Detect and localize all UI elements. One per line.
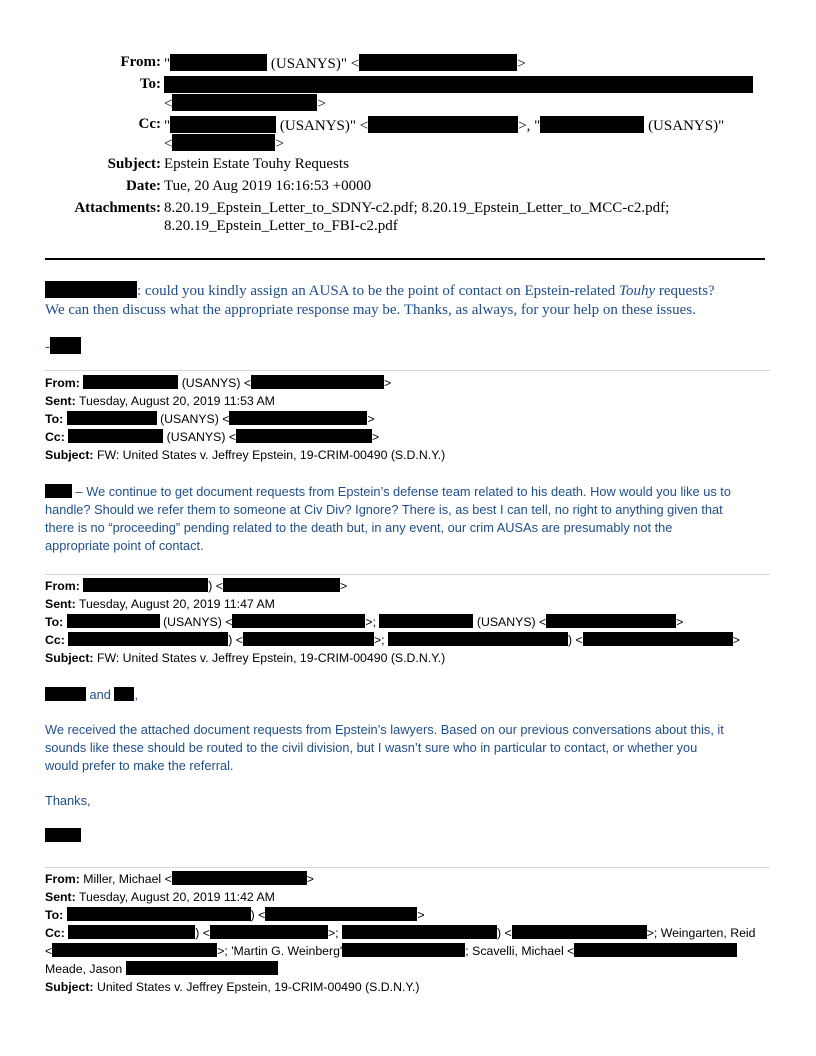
cc-value: Meade, Jason [45, 962, 123, 976]
greeting: and , [45, 686, 775, 704]
redaction [583, 632, 733, 646]
email-separator [45, 867, 770, 868]
attachment-link[interactable]: 8.20.19_Epstein_Letter_to_FBI-c2.pdf [164, 218, 398, 234]
redaction [52, 943, 217, 957]
to-label: To: [45, 412, 64, 426]
redaction [388, 632, 568, 646]
redaction [172, 94, 317, 111]
redaction [210, 925, 328, 939]
redaction [232, 614, 365, 628]
to-value [164, 76, 753, 95]
body-line: appropriate point of contact. [45, 538, 204, 553]
subject-label: Subject: [45, 448, 94, 462]
redaction [45, 828, 81, 842]
subject-value: FW: United States v. Jeffrey Epstein, 19-CRIM-00490 (S.D.N.Y.) [96, 448, 446, 462]
redaction [172, 871, 307, 885]
subject-value: Epstein Estate Touhy Requests [164, 156, 349, 172]
body-line: – We continue to get document requests from Epstein’s defense team related to his death. How would you like us to [45, 483, 775, 501]
redaction [236, 429, 372, 443]
cc-label: Cc: [45, 633, 65, 647]
sent-value: Tuesday, August 20, 2019 11:47 AM [78, 597, 275, 611]
cc-label: Cc: [45, 926, 65, 940]
cc-value-cont: < > [164, 136, 284, 152]
body-line: there is no “proceeding” pending related to the death but, in any event, our crim AUSAs are presumably not the [45, 520, 673, 535]
redaction [512, 925, 647, 939]
redaction [342, 925, 497, 939]
redaction [67, 411, 157, 425]
redaction [251, 375, 384, 389]
closing: Thanks, [45, 793, 91, 808]
subject-label: Subject: [45, 980, 94, 994]
document-page: From: " (USANYS)" < > To: < > Cc: " (USANYS)" < >, " (USANYS)" < > Subject: Epstein Estate Touhy Requests Date: Tue, 20 Aug 2019 16:16:53 +0000 Attachments: 8.20.19_Epstein_Letter_to_SDNY-c2.pdf; 8.20.19_Epstein_Letter_to_MCC-c2.pdf; 8.20.19_Epstein_Letter_to_FBI-c2.pdf : could you kindly assign an AUSA to be the point of contact on Epstein-related Touhy requests? We can then discuss what the appropriate response may be. Thanks, as always, for your help on these issues. - From: (USANYS) < > Sent: Tuesday, August 20, 2019 11:53 AM To: (USANYS) < > Cc: (USANYS) < > Subject: FW: United States v. Jeffrey Epstein, 19-CRIM-00490 (S.D.N.Y.) – We continue to get document requests from Epstein’s defense team related to his death. How would you like us to handle? Should we refer them to someone at Civ Div? Ignore? There is, as best I can tell, no right to anything given that there is no “proceeding” pending related to the death but, in any event, our crim AUSAs are presumably not the appropriate point of contact. From: ) < > Sent: Tuesday, August 20, 2019 11:47 AM To: (USANYS) < >; (USANYS) < > Cc: ) < >; ) < > Subject: FW: United States v. Jeffrey Epstein, 19-CRIM-00490 (S.D.N.Y.) and , We received the attached document requests from Epstein’s lawyers. Based on our previous conversations about this, it sounds like these should be routed to the civil division, but I wasn’t sure who in particular to contact, or whether you would prefer to make the referral. Thanks, From: Miller, Michael < > Sent: Tuesday, August 20, 2019 11:42 AM To: ) < > Cc: ) < >; ) < >; Weingarten, Reid < >; 'Martin G. Weinberg' ; Scavelli, Michael < Meade, Jason Subject: United States v. Jeffrey Epstein, 19-CRIM-00490 (S.D.N.Y.) [0, 0, 816, 1056]
subject-value: United States v. Jeffrey Epstein, 19-CRIM-00490 (S.D.N.Y.) [96, 980, 420, 994]
signature [45, 827, 775, 845]
redaction [359, 54, 517, 71]
signature: - [45, 337, 775, 357]
email-body [45, 483, 775, 555]
from-label: From: [45, 376, 80, 390]
cc-label: Cc: [45, 430, 65, 444]
attachment-link[interactable]: 8.20.19_Epstein_Letter_to_SDNY-c2.pdf; 8.20.19_Epstein_Letter_to_MCC-c2.pdf; [164, 200, 670, 216]
redaction [223, 578, 340, 592]
redaction [172, 134, 275, 151]
to-label: To: [45, 615, 64, 629]
redaction [546, 614, 676, 628]
redaction [342, 943, 465, 957]
redaction [265, 907, 417, 921]
redaction [68, 632, 228, 646]
redaction [114, 687, 134, 701]
cc-label: Cc: [138, 116, 161, 132]
subject-label: Subject: [45, 651, 94, 665]
redaction [83, 375, 178, 389]
redaction [379, 614, 473, 628]
sent-label: Sent: [45, 394, 76, 408]
redaction [67, 907, 251, 921]
cc-value: " (USANYS)" < >, " (USANYS)" [164, 118, 725, 134]
redaction [83, 578, 208, 592]
top-message-line: We can then discuss what the appropriate response may be. Thanks, as always, for your help on these issues. [45, 302, 696, 318]
sent-value: Tuesday, August 20, 2019 11:42 AM [78, 890, 275, 904]
sent-label: Sent: [45, 890, 76, 904]
redaction [164, 76, 753, 93]
body-line: handle? Should we refer them to someone at Civ Div? Ignore? There is, as best I can tell, no right to anything given that [45, 502, 723, 517]
redaction [50, 337, 81, 354]
redaction [67, 614, 160, 628]
redaction [170, 54, 267, 71]
body-line: We received the attached document requests from Epstein’s lawyers. Based on our previous conversations about this, it [45, 722, 724, 737]
to-label: To: [139, 76, 161, 92]
to-label: To: [45, 908, 64, 922]
date-label: Date: [126, 178, 161, 194]
redaction [68, 925, 195, 939]
from-label: From: [45, 872, 80, 886]
redaction [45, 484, 72, 498]
redaction [540, 116, 644, 133]
top-message-line: : could you kindly assign an AUSA to be the point of contact on Epstein-related Touhy requests? [45, 281, 775, 301]
body-line: would prefer to make the referral. [45, 758, 234, 773]
email-separator [45, 574, 770, 575]
redaction [45, 687, 86, 701]
from-label: From: [45, 579, 80, 593]
redaction [368, 116, 518, 133]
email-separator [45, 370, 770, 371]
body-line: sounds like these should be routed to the civil division, but I wasn’t sure who in particular to contact, or whether you [45, 740, 698, 755]
redaction [229, 411, 367, 425]
to-value-cont: < > [164, 96, 326, 112]
date-value: Tue, 20 Aug 2019 16:16:53 +0000 [164, 178, 372, 194]
from-value: " (USANYS)" < > [164, 56, 526, 72]
sent-value: Tuesday, August 20, 2019 11:53 AM [78, 394, 275, 408]
redaction [574, 943, 737, 957]
sent-label: Sent: [45, 597, 76, 611]
redaction [68, 429, 163, 443]
from-label: From: [120, 54, 161, 70]
redaction [45, 281, 137, 298]
redaction [126, 961, 278, 975]
top-message-body [45, 281, 775, 357]
redaction [170, 116, 276, 133]
attachments-label: Attachments: [74, 200, 161, 216]
subject-label: Subject: [107, 156, 161, 172]
header-divider [45, 258, 765, 260]
subject-value: FW: United States v. Jeffrey Epstein, 19-CRIM-00490 (S.D.N.Y.) [96, 651, 446, 665]
email-body [45, 686, 775, 845]
redaction [243, 632, 374, 646]
